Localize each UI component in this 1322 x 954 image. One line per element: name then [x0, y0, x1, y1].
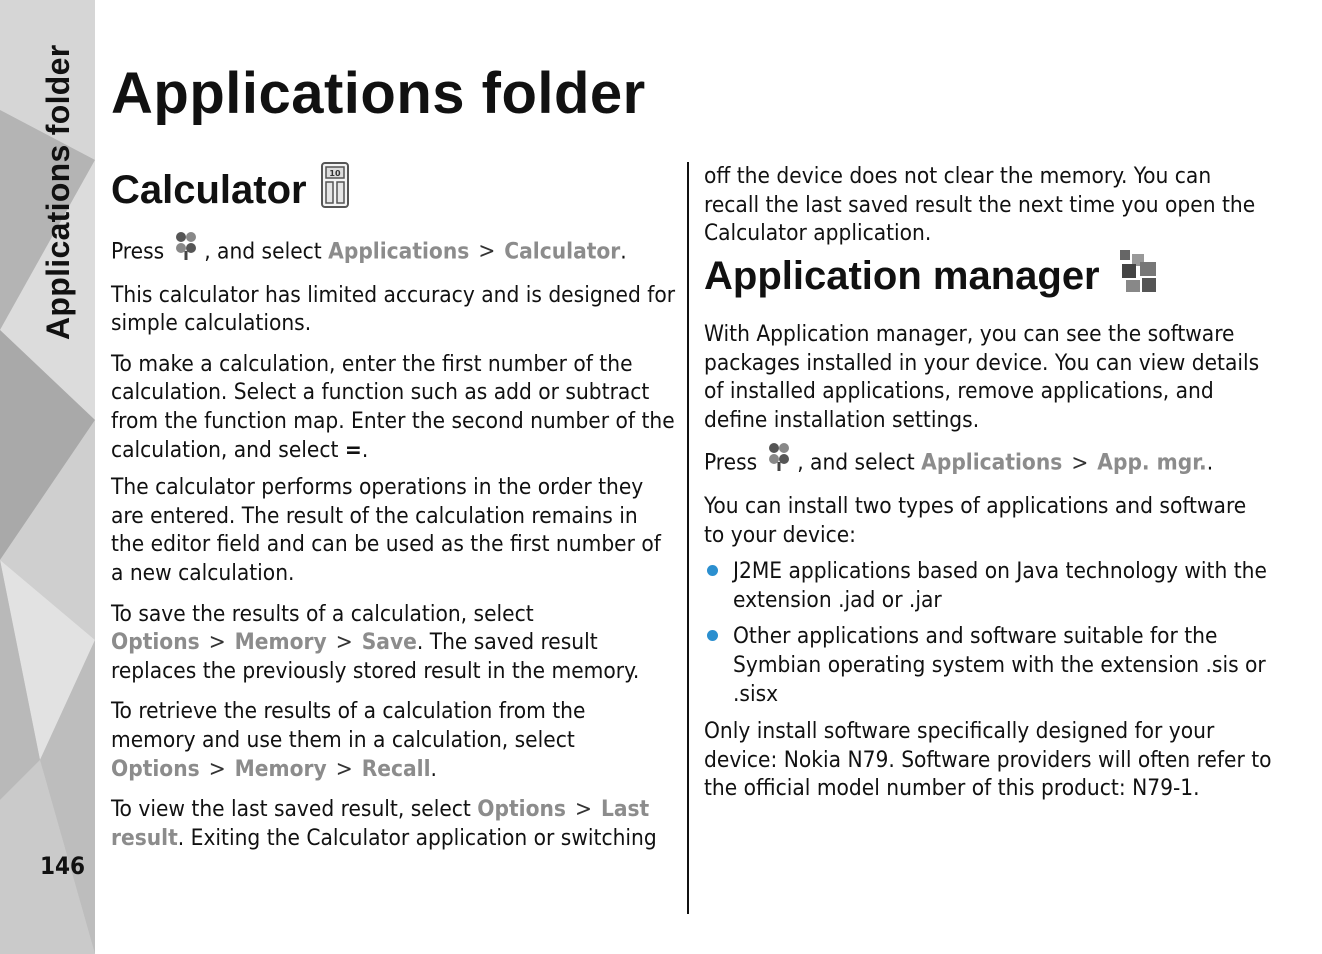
calculator-paragraph-4: To save the results of a calculation, select Options > Memory > Save. The saved result replaces the previously stored result in the memory.	[111, 600, 640, 684]
install-types-list	[704, 557, 1272, 708]
sidebar-section-title: Applications folder	[40, 44, 76, 340]
application-manager-icon	[1118, 248, 1158, 304]
sidebar	[0, 0, 95, 954]
menu-key-icon	[765, 440, 793, 480]
svg-text:10: 10	[329, 169, 341, 178]
calculator-heading-text: Calculator	[111, 167, 307, 212]
calculator-paragraph-2: To make a calculation, enter the first number of the calculation. Select a function such as add or subtract from the function map. Enter the second number of the calculation, and select =.	[111, 350, 675, 463]
list-item: J2ME applications based on Java technology with the extension .jad or .jar	[704, 557, 1272, 614]
page-number: 146	[40, 852, 86, 880]
path-applications: Applications	[921, 449, 1063, 476]
calculator-paragraph-3: The calculator performs operations in the order they are entered. The result of the calculation remains in the editor field and can be used as the first number of a new calculation.	[111, 474, 661, 586]
right-column-content	[704, 248, 1272, 803]
app-manager-press-line: Press , and select Applications > App. mgr..	[704, 443, 1272, 483]
app-manager-paragraph-3: Only install software specifically designed for your device: Nokia N79. Software providers will often refer to the official model number of this product: N79-1.	[704, 718, 1272, 802]
bullet-icon	[707, 630, 718, 641]
left-column	[111, 160, 676, 852]
calculator-paragraph-6: To view the last saved result, select Options > Last result. Exiting the Calculator application or switching	[111, 796, 657, 851]
application-manager-heading-text: Application manager	[704, 253, 1100, 298]
path-applications: Applications	[328, 238, 470, 265]
calculator-icon	[321, 162, 349, 218]
calculator-continuation: off the device does not clear the memory. You can recall the last saved result the next time you open the Calculator application.	[704, 163, 1256, 247]
list-item: Other applications and software suitable for the Symbian operating system with the extension .sis or .sisx	[704, 622, 1272, 708]
calculator-heading	[111, 162, 676, 218]
page-title: Applications folder	[111, 61, 646, 126]
menu-key-icon	[172, 229, 200, 269]
path-app-mgr: App. mgr.	[1097, 449, 1207, 476]
right-column-continuation	[704, 162, 1272, 248]
column-divider	[687, 162, 689, 914]
calculator-paragraph-5: To retrieve the results of a calculation from the memory and use them in a calculation, select Options > Memory > Recall.	[111, 698, 586, 782]
app-manager-paragraph-2: You can install two types of applications and software to your device:	[704, 492, 1247, 548]
calculator-paragraph-1: This calculator has limited accuracy and is designed for simple calculations.	[111, 281, 676, 337]
path-calculator: Calculator	[504, 238, 621, 265]
application-manager-heading	[704, 248, 1272, 304]
calculator-press-line: Press , and select Applications > Calculator.	[111, 232, 676, 272]
app-manager-paragraph-1: With Application manager, you can see the software packages installed in your device. You can view details of installed applications, remove applications, and define installation settings.	[704, 321, 1260, 433]
bullet-icon	[707, 565, 718, 576]
